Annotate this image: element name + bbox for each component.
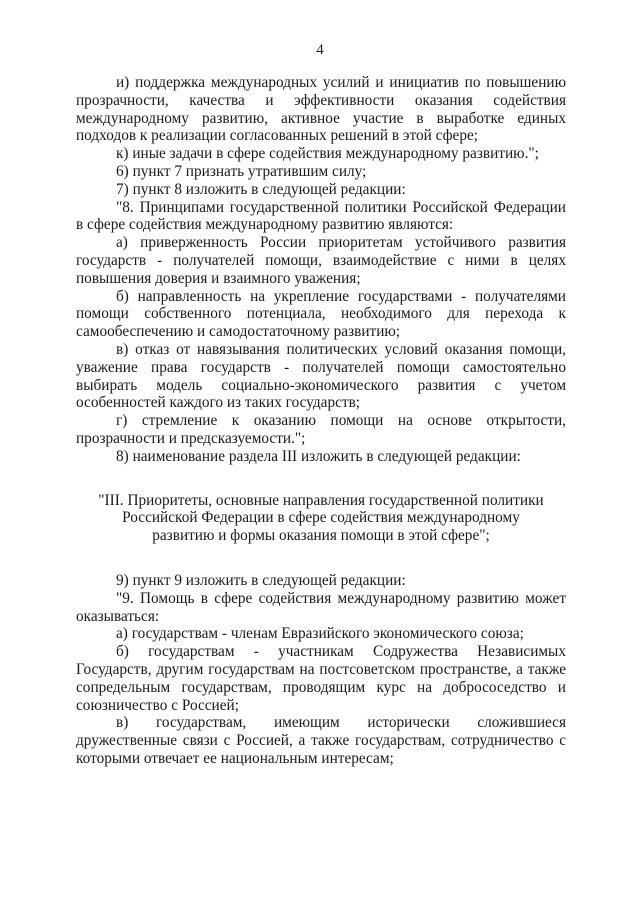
recipient-v: в) государствам, имеющим исторически сложившиеся дружественные связи с Россией, а также государствам, сотрудничество с которыми отвечает ее национальным интересам;: [76, 714, 566, 767]
point-9-intro: "9. Помощь в сфере содействия международному развитию может оказываться:: [76, 589, 566, 625]
recipient-b: б) государствам - участникам Содружества Независимых Государств, другим государствам на постсоветском пространстве, а также сопредельным государствам, проводящим курс на добрососедство и союзничество с Россией;: [76, 643, 566, 714]
principle-g: г) стремление к оказанию помощи на основе открытости, прозрачности и предсказуемости.";: [76, 412, 566, 447]
section-heading-line-2: Российской Федерации в сфере содействия международному: [122, 509, 520, 527]
paragraph-k: к) иные задачи в сфере содействия международному развитию.";: [116, 145, 539, 163]
document-body: [76, 74, 566, 768]
point-8-intro: "8. Принципами государственной политики Российской Федерации в сфере содействия международному развитию являются:: [76, 198, 566, 234]
item-7: 7) пункт 8 изложить в следующей редакции:: [116, 180, 406, 198]
principle-a: а) приверженность России приоритетам устойчивого развития государств - получателей помощи, взаимодействие с ними в целях повышения доверия и взаимного уважения;: [76, 234, 566, 287]
section-heading-line-3: развитию и формы оказания помощи в этой сфере";: [152, 527, 490, 545]
item-8: 8) наименование раздела III изложить в следующей редакции:: [116, 447, 521, 465]
recipient-a: а) государствам - членам Евразийского экономического союза;: [116, 625, 524, 643]
paragraph-i: и) поддержка международных усилий и инициатив по повышению прозрачности, качества и эффективности оказания содействия международному развитию, активное участие в выработке единых подходов к реализации согласованных решений в этой сфере;: [76, 74, 566, 145]
item-9: 9) пункт 9 изложить в следующей редакции:: [116, 571, 406, 589]
principle-b: б) направленность на укрепление государствами - получателями помощи собственного потенциала, необходимого для перехода к самообеспечению и самодостаточному развитию;: [76, 287, 566, 341]
page-number: 4: [316, 42, 324, 58]
section-heading-line-1: "III. Приоритеты, основные направления государственной политики: [98, 491, 544, 509]
section-heading: [76, 492, 566, 545]
item-6: 6) пункт 7 признать утратившим силу;: [116, 162, 367, 180]
principle-v: в) отказ от навязывания политических условий оказания помощи, уважение права государств - получателей помощи самостоятельно выбирать модель социально-экономического развития с учетом особенностей каждого из таких государств;: [76, 340, 566, 412]
